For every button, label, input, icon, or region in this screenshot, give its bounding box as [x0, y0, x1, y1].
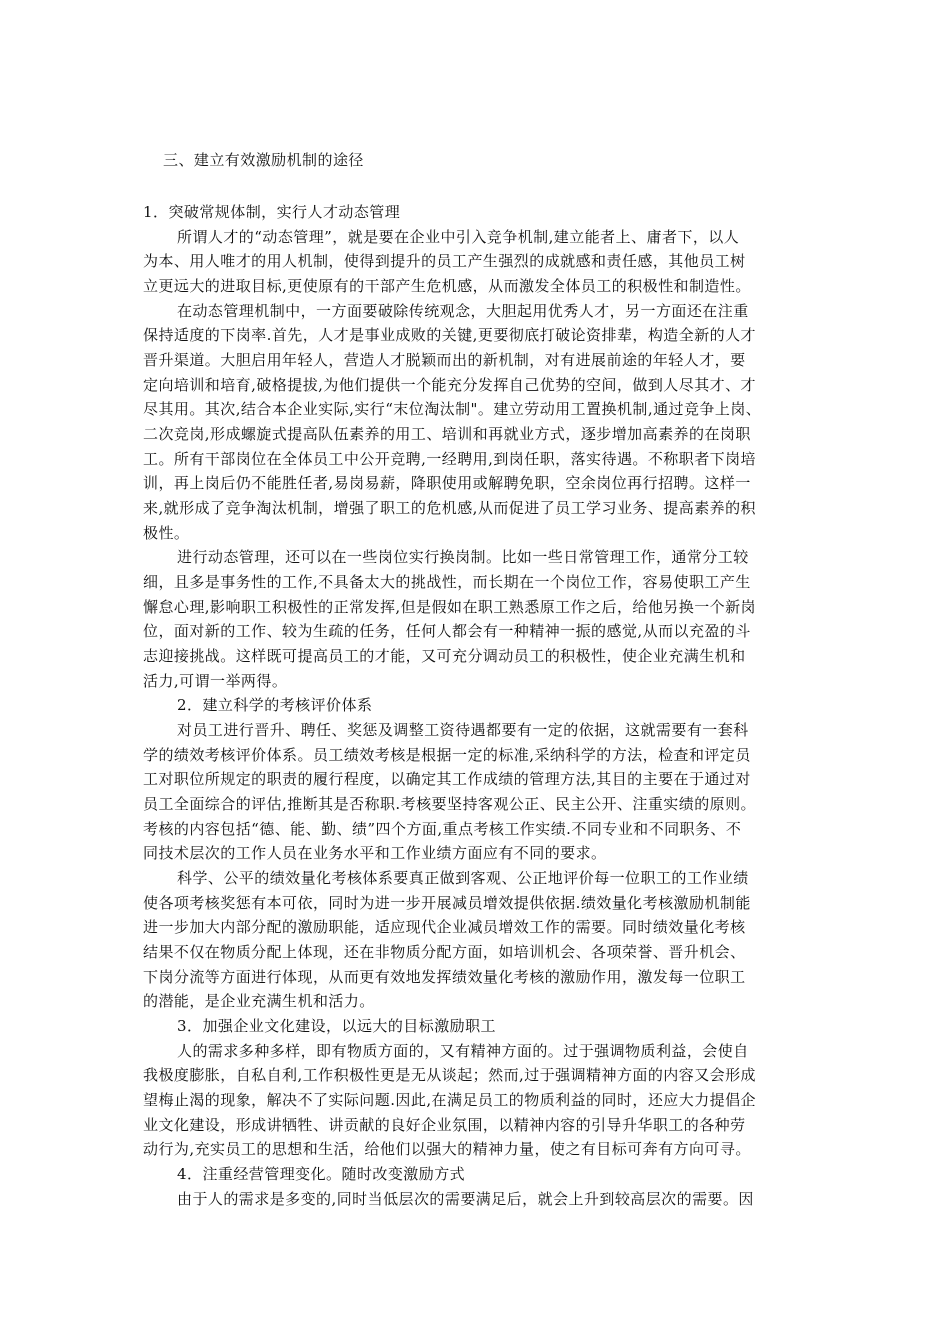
text-line: 业文化建设，形成讲牺牲、讲贡献的良好企业氛围，以精神内容的引导升华职工的各种劳 — [143, 1116, 746, 1134]
text-line: 对员工进行晋升、聘任、奖惩及调整工资待遇都要有一定的依据，这就需要有一套科 — [177, 721, 749, 739]
text-line: 来,就形成了竞争淘汰机制，增强了职工的危机感,从而促进了员工学习业务、提高素养的积 — [143, 499, 756, 517]
text-line: 为本、用人唯才的用人机制，使得到提升的员工产生强烈的成就感和责任感，其他员工树 — [143, 252, 746, 270]
text-line: 望梅止渴的现象，解决不了实际问题.因此,在满足员工的物质利益的同时，还应大力提倡企 — [143, 1091, 756, 1109]
text-line: 工。所有干部岗位在全体员工中公开竞聘,一经聘用,到岗任职，落实待遇。不称职者下岗培 — [143, 450, 756, 468]
text-line: 1．突破常规体制，实行人才动态管理 — [143, 203, 401, 221]
text-line: 极性。 — [143, 524, 190, 542]
text-line: 由于人的需求是多变的,同时当低层次的需要满足后，就会上升到较高层次的需要。因 — [177, 1190, 754, 1208]
section-title: 三、建立有效激励机制的途径 — [163, 151, 364, 169]
text-line: 人的需求多种多样，即有物质方面的，又有精神方面的。过于强调物质利益，会使自 — [177, 1042, 749, 1060]
text-line: 进一步加大内部分配的激励职能，适应现代企业减员增效工作的需要。同时绩效量化考核 — [143, 918, 746, 936]
text-line: 所谓人才的“动态管理”，就是要在企业中引入竞争机制,建立能者上、庸者下，以人 — [177, 228, 740, 246]
text-line: 使各项考核奖惩有本可依，同时为进一步开展减员增效提供依据.绩效量化考核激励机制能 — [143, 894, 751, 912]
text-line: 二次竞岗,形成螺旋式提高队伍素养的用工、培训和再就业方式，逐步增加高素养的在岗职 — [143, 425, 751, 443]
text-line: 工对职位所规定的职责的履行程度，以确定其工作成绩的管理方法,其目的主要在于通过对 — [143, 770, 751, 788]
text-line: 科学、公平的绩效量化考核体系要真正做到客观、公正地评价每一位职工的工作业绩 — [177, 869, 749, 887]
text-line: 3．加强企业文化建设，以远大的目标激励职工 — [177, 1017, 496, 1035]
text-line: 进行动态管理，还可以在一些岗位实行换岗制。比如一些日常管理工作，通常分工较 — [177, 548, 749, 566]
text-line: 结果不仅在物质分配上体现，还在非物质分配方面，如培训机会、各项荣誉、晋升机会、 — [143, 943, 746, 961]
text-line: 保持适度的下岗率.首先，人才是事业成败的关键,更要彻底打破论资排辈，构造全新的人才 — [143, 326, 756, 344]
text-line: 下岗分流等方面进行体现，从而更有效地发挥绩效量化考核的激励作用，激发每一位职工 — [143, 968, 746, 986]
text-line: 同技术层次的工作人员在业务水平和工作业绩方面应有不同的要求。 — [143, 844, 607, 862]
text-line: 4．注重经营管理变化。随时改变激励方式 — [177, 1165, 466, 1183]
text-line: 员工全面综合的评估,推断其是否称职.考核要坚持客观公正、民主公开、注重实绩的原则。 — [143, 795, 756, 813]
text-line: 位，面对新的工作、较为生疏的任务，任何人都会有一种精神一振的感觉,从而以充盈的斗 — [143, 622, 751, 640]
text-line: 训，再上岗后仍不能胜任者,易岗易薪，降职使用或解聘免职，空余岗位再行招聘。这样一 — [143, 474, 751, 492]
text-line: 晋升渠道。大胆启用年轻人，营造人才脱颖而出的新机制，对有进展前途的年轻人才，要 — [143, 351, 746, 369]
text-line: 志迎接挑战。这样既可提高员工的才能，又可充分调动员工的积极性，使企业充满生机和 — [143, 647, 746, 665]
text-line: 细，且多是事务性的工作,不具备太大的挑战性，而长期在一个岗位工作，容易使职工产生 — [143, 573, 751, 591]
text-line: 的潜能，是企业充满生机和活力。 — [143, 992, 375, 1010]
text-line: 我极度膨胀，自私自利,工作积极性更是无从谈起；然而,过于强调精神方面的内容又会形成 — [143, 1066, 756, 1084]
text-line: 尽其用。其次,结合本企业实际,实行“末位淘汰制"。建立劳动用工置换机制,通过竞争上岗、 — [143, 400, 762, 418]
text-line: 懈怠心理,影响职工积极性的正常发挥,但是假如在职工熟悉原工作之后，给他另换一个新岗 — [143, 598, 756, 616]
text-line: 在动态管理机制中，一方面要破除传统观念，大胆起用优秀人才，另一方面还在注重 — [177, 302, 749, 320]
text-line: 活力,可谓一举两得。 — [143, 672, 288, 690]
text-line: 动行为,充实员工的思想和生活，给他们以强大的精神力量，使之有目标可奔有方向可寻。 — [143, 1140, 751, 1158]
text-line: 定向培训和培育,破格提拔,为他们提供一个能充分发挥自己优势的空间，做到人尽其才、才 — [143, 376, 756, 394]
text-line: 2．建立科学的考核评价体系 — [177, 696, 373, 714]
text-line: 考核的内容包括“德、能、勤、绩”四个方面,重点考核工作实绩.不同专业和不同职务、不 — [143, 820, 742, 838]
text-line: 学的绩效考核评价体系。员工绩效考核是根据一定的标准,采纳科学的方法，检查和评定员 — [143, 746, 751, 764]
text-line: 立更远大的进取目标,更使原有的干部产生危机感，从而激发全体员工的积极性和制造性。 — [143, 277, 751, 295]
